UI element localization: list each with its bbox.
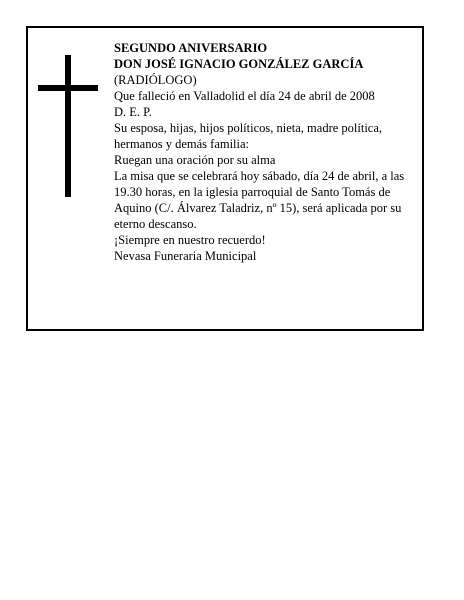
rip-abbreviation: D. E. P.: [114, 105, 152, 119]
family-mention: Su esposa, hijas, hijos políticos, nieta, madre política, hermanos y demás familia:: [114, 121, 383, 151]
deceased-name: DON JOSÉ IGNACIO GONZÁLEZ GARCÍA: [114, 57, 364, 71]
death-info: Que falleció en Valladolid el día 24 de abril de 2008: [114, 89, 375, 103]
funeral-home: Nevasa Funeraria Municipal: [114, 249, 257, 263]
remembrance-line: ¡Siempre en nuestro recuerdo!: [114, 233, 266, 247]
cross-horizontal-bar: [38, 85, 98, 91]
profession: (RADIÓLOGO): [114, 73, 197, 87]
prayer-request: Ruegan una oración por su alma: [114, 153, 276, 167]
cross-vertical-bar: [65, 55, 71, 197]
notice-text: [114, 40, 414, 264]
anniversary-heading: SEGUNDO ANIVERSARIO: [114, 41, 268, 55]
obituary-notice: [26, 26, 424, 331]
cross-icon: [38, 55, 98, 197]
mass-details: La misa que se celebrará hoy sábado, día 24 de abril, a las 19.30 horas, en la iglesia parroquial de Santo Tomás de Aquino (C/. Álvarez Taladriz, nº 15), será aplicada por su eterno descanso.: [114, 169, 405, 231]
